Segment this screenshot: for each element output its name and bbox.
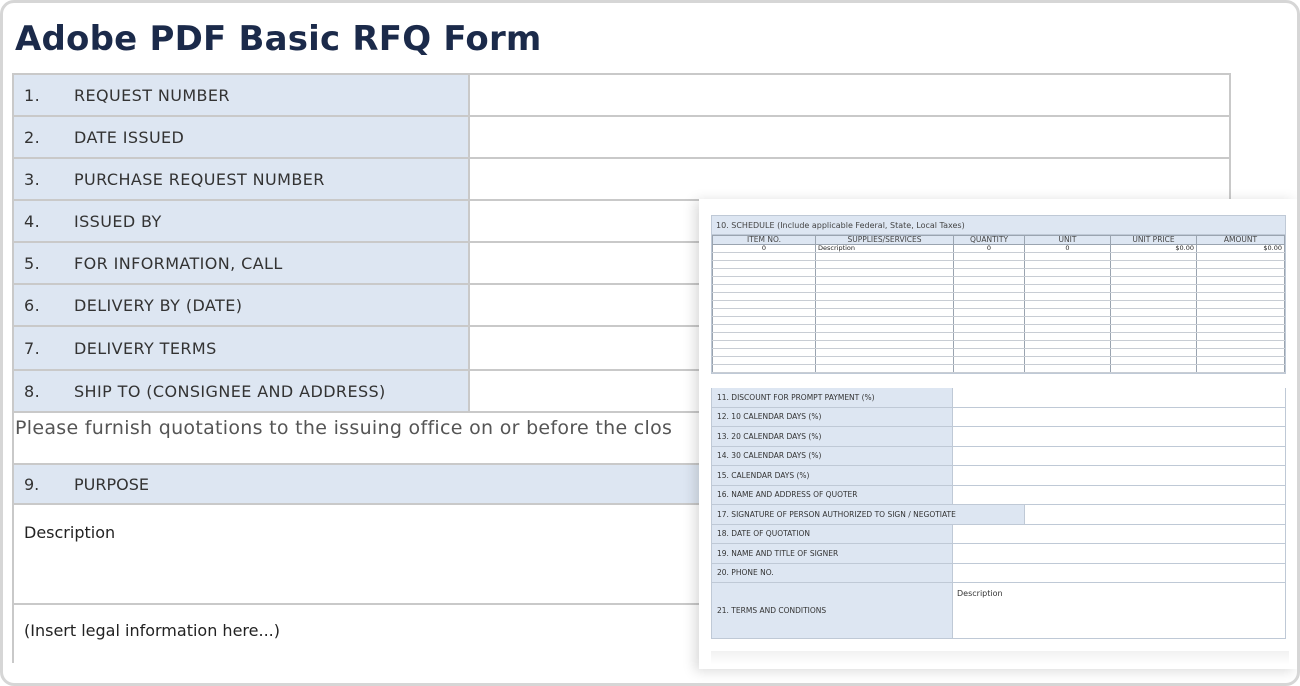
form-row-purchase-request-number xyxy=(14,159,1229,201)
schedule-cell[interactable] xyxy=(713,261,816,269)
field-label: 11. DISCOUNT FOR PROMPT PAYMENT (%) xyxy=(712,388,953,407)
schedule-cell[interactable] xyxy=(713,365,816,373)
field-row-terms xyxy=(712,583,1285,639)
row-number: 3. xyxy=(24,169,41,189)
schedule-cell[interactable] xyxy=(816,269,954,277)
row-label: FOR INFORMATION, CALL xyxy=(74,253,283,273)
schedule-cell[interactable] xyxy=(954,317,1025,325)
field-row-signature xyxy=(712,505,1285,525)
row-label: DELIVERY BY (DATE) xyxy=(74,295,243,315)
table-row xyxy=(713,253,1285,261)
schedule-cell[interactable] xyxy=(713,269,816,277)
table-row xyxy=(713,301,1285,309)
column-header: QUANTITY xyxy=(954,236,1025,245)
row-label: SHIP TO (CONSIGNEE AND ADDRESS) xyxy=(74,381,386,401)
schedule-cell[interactable] xyxy=(1025,301,1111,309)
quotation-instructions: Please furnish quotations to the issuing office on or before the clos xyxy=(15,417,673,439)
schedule-cell[interactable] xyxy=(1111,277,1197,285)
field-label: 14. 30 CALENDAR DAYS (%) xyxy=(712,447,953,466)
column-header: UNIT xyxy=(1025,236,1111,245)
schedule-cell[interactable] xyxy=(1197,325,1285,333)
field-label: 17. SIGNATURE OF PERSON AUTHORIZED TO SIGN / NEGOTIATE xyxy=(712,505,1025,524)
unit-price-cell[interactable]: $0.00 xyxy=(1111,245,1197,253)
schedule-cell[interactable] xyxy=(1111,261,1197,269)
row-number: 2. xyxy=(24,127,41,147)
field-label: 18. DATE OF QUOTATION xyxy=(712,525,953,544)
row-number: 7. xyxy=(24,338,41,358)
table-row xyxy=(713,317,1285,325)
schedule-cell[interactable] xyxy=(816,325,954,333)
schedule-cell[interactable] xyxy=(816,357,954,365)
row-label: DELIVERY TERMS xyxy=(74,338,217,358)
field-value[interactable] xyxy=(953,564,1285,583)
field-row-calendar-days xyxy=(712,466,1285,486)
field-value[interactable] xyxy=(953,544,1285,563)
table-row xyxy=(713,349,1285,357)
schedule-cell[interactable] xyxy=(1111,293,1197,301)
schedule-cell[interactable] xyxy=(954,285,1025,293)
request-number-field[interactable] xyxy=(470,75,1229,115)
field-value[interactable] xyxy=(953,447,1285,466)
sheet-shadow xyxy=(711,651,1289,665)
column-header: SUPPLIES/SERVICES xyxy=(816,236,954,245)
schedule-cell[interactable] xyxy=(816,301,954,309)
schedule-cell[interactable] xyxy=(816,309,954,317)
schedule-cell[interactable] xyxy=(954,253,1025,261)
schedule-cell[interactable] xyxy=(1197,269,1285,277)
schedule-cell[interactable] xyxy=(713,253,816,261)
schedule-cell[interactable] xyxy=(713,341,816,349)
schedule-cell[interactable] xyxy=(713,301,816,309)
schedule-cell[interactable] xyxy=(954,309,1025,317)
date-issued-field[interactable] xyxy=(470,117,1229,157)
row-label: REQUEST NUMBER xyxy=(74,85,230,105)
row-number: 8. xyxy=(24,381,41,401)
schedule-cell[interactable] xyxy=(954,325,1025,333)
legal-information[interactable]: (Insert legal information here...) xyxy=(24,621,280,640)
schedule-cell[interactable] xyxy=(1197,349,1285,357)
row-label: ISSUED BY xyxy=(74,211,162,231)
schedule-cell[interactable] xyxy=(1197,301,1285,309)
table-row xyxy=(713,325,1285,333)
column-header: UNIT PRICE xyxy=(1111,236,1197,245)
row-number: 6. xyxy=(24,295,41,315)
schedule-cell[interactable] xyxy=(1111,269,1197,277)
schedule-grid xyxy=(712,235,1285,373)
schedule-cell[interactable] xyxy=(713,309,816,317)
schedule-cell[interactable] xyxy=(954,349,1025,357)
schedule-cell[interactable] xyxy=(713,317,816,325)
table-row xyxy=(713,309,1285,317)
table-row xyxy=(713,341,1285,349)
table-row xyxy=(713,357,1285,365)
schedule-cell[interactable] xyxy=(713,325,816,333)
schedule-cell[interactable] xyxy=(1025,253,1111,261)
schedule-cell[interactable] xyxy=(1111,349,1197,357)
field-value[interactable] xyxy=(953,466,1285,485)
row-number: 9. xyxy=(24,474,40,494)
schedule-cell[interactable] xyxy=(954,357,1025,365)
field-value[interactable] xyxy=(953,486,1285,505)
schedule-cell[interactable] xyxy=(954,301,1025,309)
schedule-sheet xyxy=(699,199,1297,669)
unit-cell[interactable]: 0 xyxy=(1025,245,1111,253)
field-label: 12. 10 CALENDAR DAYS (%) xyxy=(712,408,953,427)
schedule-header: 10. SCHEDULE (Include applicable Federal, State, Local Taxes) xyxy=(712,216,1285,235)
table-row xyxy=(713,293,1285,301)
schedule-cell[interactable] xyxy=(1025,309,1111,317)
table-row xyxy=(713,269,1285,277)
field-label: 21. TERMS AND CONDITIONS xyxy=(712,583,953,638)
schedule-cell[interactable] xyxy=(1111,253,1197,261)
field-row-30-days xyxy=(712,447,1285,467)
quantity-cell[interactable]: 0 xyxy=(954,245,1025,253)
schedule-cell[interactable] xyxy=(1025,349,1111,357)
table-row xyxy=(713,261,1285,269)
schedule-cell[interactable] xyxy=(713,333,816,341)
field-value[interactable] xyxy=(1025,505,1285,524)
schedule-cell[interactable] xyxy=(816,317,954,325)
row-label: PURCHASE REQUEST NUMBER xyxy=(74,169,325,189)
schedule-cell[interactable] xyxy=(1111,301,1197,309)
schedule-cell[interactable] xyxy=(1197,261,1285,269)
schedule-cell[interactable] xyxy=(713,285,816,293)
schedule-cell[interactable] xyxy=(1025,333,1111,341)
page-title: Adobe PDF Basic RFQ Form xyxy=(15,19,542,59)
schedule-cell[interactable] xyxy=(1025,277,1111,285)
field-row-signer xyxy=(712,544,1285,564)
row-number: 5. xyxy=(24,253,41,273)
field-value[interactable] xyxy=(953,427,1285,446)
field-row-date-of-quotation xyxy=(712,525,1285,545)
schedule-cell[interactable] xyxy=(954,277,1025,285)
schedule-cell[interactable] xyxy=(1111,285,1197,293)
schedule-cell[interactable] xyxy=(713,277,816,285)
amount-cell[interactable]: $0.00 xyxy=(1197,245,1285,253)
row-number: 4. xyxy=(24,211,41,231)
row-number: 1. xyxy=(24,85,41,105)
field-value[interactable] xyxy=(953,388,1285,407)
schedule-cell[interactable] xyxy=(1025,325,1111,333)
schedule-cell[interactable] xyxy=(1025,293,1111,301)
schedule-cell[interactable] xyxy=(1111,325,1197,333)
schedule-cell[interactable] xyxy=(1111,365,1197,373)
schedule-cell[interactable] xyxy=(954,269,1025,277)
field-row-phone xyxy=(712,564,1285,584)
schedule-cell[interactable] xyxy=(1197,277,1285,285)
schedule-cell[interactable] xyxy=(1025,261,1111,269)
schedule-cell[interactable] xyxy=(1025,285,1111,293)
schedule-cell[interactable] xyxy=(954,333,1025,341)
schedule-cell[interactable] xyxy=(1025,341,1111,349)
schedule-cell[interactable] xyxy=(1111,333,1197,341)
field-value[interactable] xyxy=(953,408,1285,427)
schedule-cell[interactable] xyxy=(713,349,816,357)
table-row xyxy=(713,277,1285,285)
column-header: AMOUNT xyxy=(1197,236,1285,245)
schedule-cell[interactable] xyxy=(1197,285,1285,293)
supplies-cell[interactable]: Description xyxy=(816,245,954,253)
schedule-cell[interactable] xyxy=(816,341,954,349)
table-row xyxy=(713,365,1285,373)
purpose-description[interactable]: Description xyxy=(24,523,116,542)
schedule-cell[interactable] xyxy=(816,333,954,341)
field-row-quoter xyxy=(712,486,1285,506)
schedule-cell[interactable] xyxy=(954,293,1025,301)
schedule-cell[interactable] xyxy=(713,293,816,301)
table-row xyxy=(713,285,1285,293)
row-label: PURPOSE xyxy=(74,474,149,494)
schedule-cell[interactable] xyxy=(816,261,954,269)
schedule-cell[interactable] xyxy=(816,349,954,357)
quote-fields xyxy=(711,388,1286,639)
item-no-cell[interactable]: 0 xyxy=(713,245,816,253)
row-label: DATE ISSUED xyxy=(74,127,185,147)
schedule-cell[interactable] xyxy=(1197,309,1285,317)
schedule-cell[interactable] xyxy=(1197,357,1285,365)
schedule-cell[interactable] xyxy=(1111,341,1197,349)
field-label: 15. CALENDAR DAYS (%) xyxy=(712,466,953,485)
schedule-cell[interactable] xyxy=(816,285,954,293)
column-header: ITEM NO. xyxy=(713,236,816,245)
schedule-cell[interactable] xyxy=(816,293,954,301)
field-label: 19. NAME AND TITLE OF SIGNER xyxy=(712,544,953,563)
schedule-cell[interactable] xyxy=(1197,293,1285,301)
terms-value[interactable]: Description xyxy=(957,589,1003,598)
schedule-cell[interactable] xyxy=(1197,333,1285,341)
purchase-request-number-field[interactable] xyxy=(470,159,1229,199)
schedule-cell[interactable] xyxy=(713,357,816,365)
schedule-cell[interactable] xyxy=(816,365,954,373)
schedule-cell[interactable] xyxy=(1025,357,1111,365)
schedule-cell[interactable] xyxy=(954,261,1025,269)
schedule-cell[interactable] xyxy=(816,253,954,261)
table-row xyxy=(713,245,1285,253)
schedule-cell[interactable] xyxy=(954,365,1025,373)
field-label: 13. 20 CALENDAR DAYS (%) xyxy=(712,427,953,446)
schedule-cell[interactable] xyxy=(1197,365,1285,373)
field-label: 20. PHONE NO. xyxy=(712,564,953,583)
schedule-table xyxy=(711,215,1286,374)
schedule-cell[interactable] xyxy=(954,341,1025,349)
field-row-20-days xyxy=(712,427,1285,447)
schedule-cell[interactable] xyxy=(1111,357,1197,365)
schedule-cell[interactable] xyxy=(1197,317,1285,325)
field-row-discount xyxy=(712,388,1285,408)
schedule-cell[interactable] xyxy=(1197,341,1285,349)
schedule-cell[interactable] xyxy=(1025,365,1111,373)
schedule-cell[interactable] xyxy=(1111,309,1197,317)
field-row-10-days xyxy=(712,408,1285,428)
field-label: 16. NAME AND ADDRESS OF QUOTER xyxy=(712,486,953,505)
schedule-cell[interactable] xyxy=(1025,317,1111,325)
schedule-cell[interactable] xyxy=(1111,317,1197,325)
form-row-date-issued xyxy=(14,117,1229,159)
schedule-cell[interactable] xyxy=(816,277,954,285)
field-value[interactable] xyxy=(953,525,1285,544)
schedule-cell[interactable] xyxy=(1197,253,1285,261)
schedule-cell[interactable] xyxy=(1025,269,1111,277)
table-row xyxy=(713,333,1285,341)
form-row-request-number xyxy=(14,75,1229,117)
